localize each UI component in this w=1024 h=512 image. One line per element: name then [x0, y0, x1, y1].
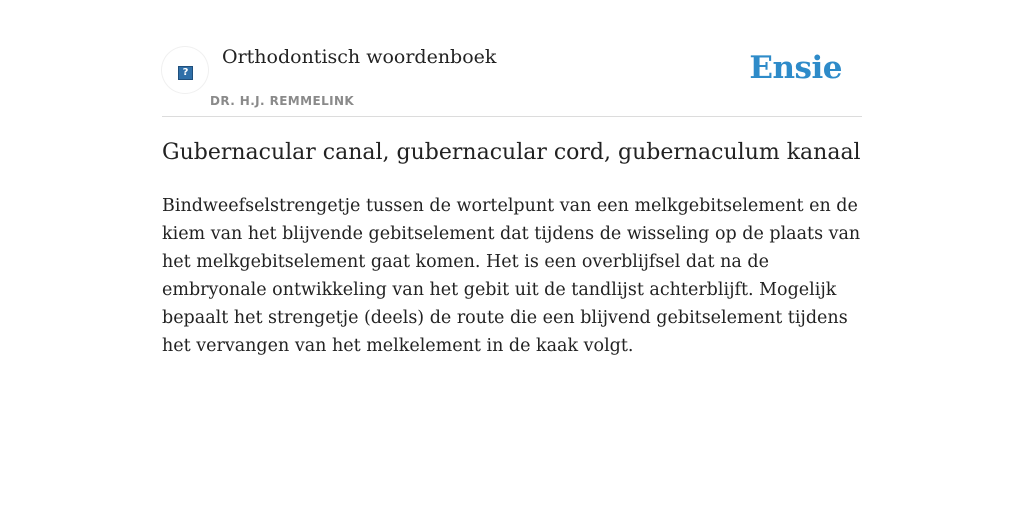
entry-definition: Bindweefselstrengetje tussen de wortelpunt van een melkgebitselement en de kiem van het blijvende gebitselement dat tijdens de wisseling op de plaats van het melkgebitselement gaat komen. Het is een overblijfsel dat na de embryonale ontwikkeling van het gebit uit de tandlijst achterblijft. Mogelijk bepaalt het strengetje (deels) de route die een blijvend gebitselement tijdens het vervangen van het melkelement in de kaak volgt.: [162, 196, 861, 356]
entry-term: Gubernacular canal, gubernacular cord, gubernaculum kanaal: [162, 140, 861, 165]
book-title[interactable]: Orthodontisch woordenboek: [222, 46, 497, 68]
book-thumbnail[interactable]: [162, 47, 208, 93]
ensie-logo[interactable]: Ensie: [749, 50, 842, 86]
source-header: [162, 44, 862, 117]
book-cover-icon: ?: [178, 66, 193, 80]
book-author[interactable]: DR. H.J. REMMELINK: [210, 94, 355, 108]
